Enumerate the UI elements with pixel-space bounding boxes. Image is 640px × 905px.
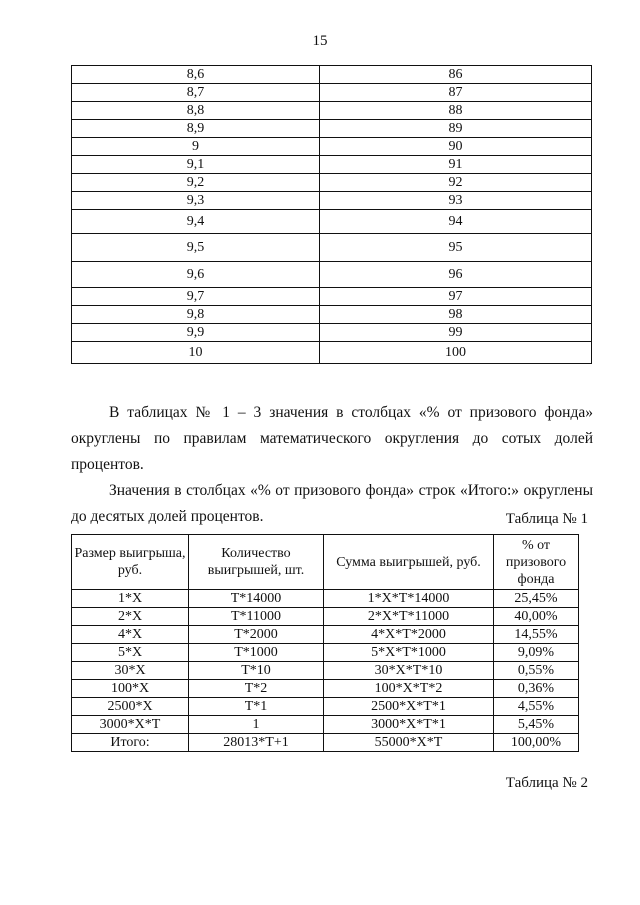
percent-cell: 100 bbox=[320, 342, 592, 364]
prize-count-cell: T*1 bbox=[189, 698, 324, 716]
prize-count-cell: T*2 bbox=[189, 680, 324, 698]
prize-sum-cell: 100*X*T*2 bbox=[324, 680, 494, 698]
table-row bbox=[72, 102, 592, 120]
prize-size-cell: Итого: bbox=[72, 734, 189, 752]
percent-cell: 95 bbox=[320, 234, 592, 262]
header-percent-of-fund: % от призового фонда bbox=[494, 535, 579, 590]
table-row bbox=[72, 84, 592, 102]
continuation-table bbox=[71, 65, 592, 364]
percent-cell: 97 bbox=[320, 288, 592, 306]
coefficient-cell: 9,2 bbox=[72, 174, 320, 192]
table-row bbox=[72, 120, 592, 138]
prize-sum-cell: 2*X*T*11000 bbox=[324, 608, 494, 626]
prize-count-cell: T*2000 bbox=[189, 626, 324, 644]
page-number: 15 bbox=[312, 33, 328, 49]
percent-cell: 0,36% bbox=[494, 680, 579, 698]
percent-cell: 0,55% bbox=[494, 662, 579, 680]
total-row bbox=[72, 734, 579, 752]
prize-size-cell: 100*X bbox=[72, 680, 189, 698]
table-row bbox=[72, 234, 592, 262]
prize-count-cell: 1 bbox=[189, 716, 324, 734]
prize-size-cell: 5*X bbox=[72, 644, 189, 662]
table-row bbox=[72, 192, 592, 210]
coefficient-cell: 10 bbox=[72, 342, 320, 364]
prize-sum-cell: 4*X*T*2000 bbox=[324, 626, 494, 644]
percent-cell: 40,00% bbox=[494, 608, 579, 626]
prize-sum-cell: 2500*X*T*1 bbox=[324, 698, 494, 716]
prize-table-1-body bbox=[72, 590, 579, 752]
prize-count-cell: T*11000 bbox=[189, 608, 324, 626]
header-prize-count: Количество выигрышей, шт. bbox=[189, 535, 324, 590]
header-prize-size: Размер выигрыша, руб. bbox=[72, 535, 189, 590]
coefficient-cell: 9,1 bbox=[72, 156, 320, 174]
coefficient-cell: 9,4 bbox=[72, 210, 320, 234]
coefficient-cell: 9,3 bbox=[72, 192, 320, 210]
percent-cell: 99 bbox=[320, 324, 592, 342]
prize-size-cell: 30*X bbox=[72, 662, 189, 680]
percent-cell: 14,55% bbox=[494, 626, 579, 644]
coefficient-cell: 8,6 bbox=[72, 66, 320, 84]
continuation-table-body bbox=[72, 66, 592, 364]
table-row bbox=[72, 626, 579, 644]
coefficient-cell: 9,9 bbox=[72, 324, 320, 342]
prize-size-cell: 2500*X bbox=[72, 698, 189, 716]
table-row bbox=[72, 608, 579, 626]
percent-cell: 86 bbox=[320, 66, 592, 84]
percent-cell: 25,45% bbox=[494, 590, 579, 608]
percent-cell: 93 bbox=[320, 192, 592, 210]
coefficient-cell: 9,6 bbox=[72, 262, 320, 288]
table-row bbox=[72, 288, 592, 306]
coefficient-cell: 9,5 bbox=[72, 234, 320, 262]
prize-size-cell: 3000*X*T bbox=[72, 716, 189, 734]
table-row bbox=[72, 66, 592, 84]
coefficient-cell: 9,7 bbox=[72, 288, 320, 306]
prize-count-cell: T*14000 bbox=[189, 590, 324, 608]
prize-table-1 bbox=[71, 534, 579, 752]
table-row bbox=[72, 698, 579, 716]
table-2-caption: Таблица № 2 bbox=[505, 775, 588, 791]
coefficient-cell: 9 bbox=[72, 138, 320, 156]
prize-count-cell: T*1000 bbox=[189, 644, 324, 662]
prize-size-cell: 1*X bbox=[72, 590, 189, 608]
percent-cell: 4,55% bbox=[494, 698, 579, 716]
table-row bbox=[72, 590, 579, 608]
coefficient-cell: 9,8 bbox=[72, 306, 320, 324]
percent-cell: 87 bbox=[320, 84, 592, 102]
prize-count-cell: 28013*T+1 bbox=[189, 734, 324, 752]
table-row bbox=[72, 306, 592, 324]
table-row bbox=[72, 262, 592, 288]
table-row bbox=[72, 716, 579, 734]
table-row bbox=[72, 324, 592, 342]
prize-sum-cell: 1*X*T*14000 bbox=[324, 590, 494, 608]
table-1-caption: Таблица № 1 bbox=[505, 511, 588, 527]
table-row bbox=[72, 662, 579, 680]
percent-cell: 5,45% bbox=[494, 716, 579, 734]
prize-count-cell: T*10 bbox=[189, 662, 324, 680]
percent-cell: 9,09% bbox=[494, 644, 579, 662]
header-prize-sum: Сумма выигрышей, руб. bbox=[324, 535, 494, 590]
prize-sum-cell: 30*X*T*10 bbox=[324, 662, 494, 680]
coefficient-cell: 8,7 bbox=[72, 84, 320, 102]
table-row bbox=[72, 210, 592, 234]
prize-table-1-header-row bbox=[72, 535, 579, 590]
table-row bbox=[72, 174, 592, 192]
prize-sum-cell: 5*X*T*1000 bbox=[324, 644, 494, 662]
percent-cell: 100,00% bbox=[494, 734, 579, 752]
coefficient-cell: 8,9 bbox=[72, 120, 320, 138]
prize-size-cell: 2*X bbox=[72, 608, 189, 626]
percent-cell: 98 bbox=[320, 306, 592, 324]
percent-cell: 90 bbox=[320, 138, 592, 156]
percent-cell: 94 bbox=[320, 210, 592, 234]
table-row bbox=[72, 644, 579, 662]
table-row bbox=[72, 342, 592, 364]
percent-cell: 88 bbox=[320, 102, 592, 120]
percent-cell: 89 bbox=[320, 120, 592, 138]
prize-sum-cell: 3000*X*T*1 bbox=[324, 716, 494, 734]
table-row bbox=[72, 138, 592, 156]
prize-sum-cell: 55000*X*T bbox=[324, 734, 494, 752]
percent-cell: 96 bbox=[320, 262, 592, 288]
rounding-note-line-2: Значения в столбцах «% от призового фонда» строк «Итого:» округлены до десятых долей процентов. bbox=[71, 482, 593, 525]
table-row bbox=[72, 156, 592, 174]
prize-size-cell: 4*X bbox=[72, 626, 189, 644]
percent-cell: 91 bbox=[320, 156, 592, 174]
percent-cell: 92 bbox=[320, 174, 592, 192]
rounding-note-line-1: В таблицах № 1 – 3 значения в столбцах «% от призового фонда» округлены по правилам математического округления до сотых долей процентов. bbox=[71, 404, 593, 473]
coefficient-cell: 8,8 bbox=[72, 102, 320, 120]
table-row bbox=[72, 680, 579, 698]
